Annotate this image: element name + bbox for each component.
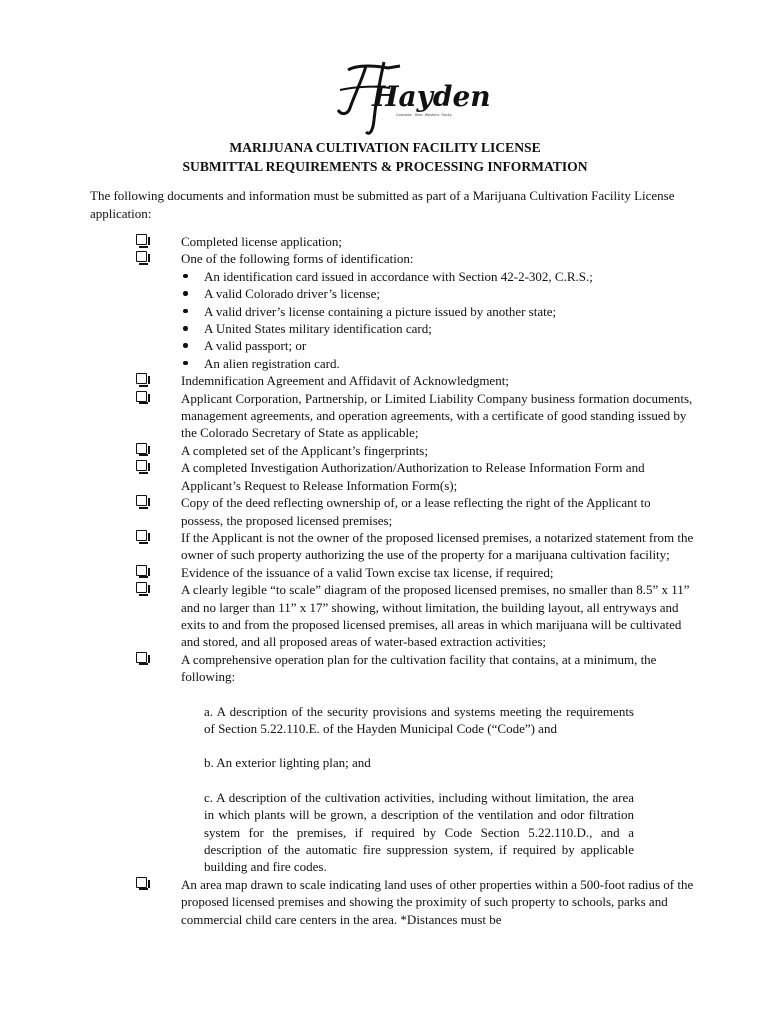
list-item: A comprehensive operation plan for the cultivation facility that contains, at a minimum, the following: a. A description of the security provisions and systems meeting the requirements of Section 5.22.110.E. of the Hayden Municipal Code (“Code”) and b. An exterior lighting plan; and c. A description of the cultivation activities, including without limitation, the area in which plants will be grown, a description of the ventilation and odor filtration system for the premises, if required by Code Section 5.22.110.D., and a description of the automatic fire suppression system, if required by applicable building and fire codes. <box>134 651 694 876</box>
checkbox-icon <box>136 234 147 245</box>
checkbox-icon <box>136 373 147 384</box>
list-item: Completed license application; <box>134 233 694 250</box>
checkbox-icon <box>136 443 147 454</box>
list-item: An area map drawn to scale indicating land uses of other properties within a 500-foot radius of the proposed licensed premises and showing the proximity of such property to schools, parks and commercial child care centers in the area. *Distances must be <box>134 876 694 928</box>
checkbox-icon <box>136 565 147 576</box>
checkbox-icon <box>136 582 147 593</box>
bullet-item: An alien registration card. <box>181 355 694 372</box>
requirements-checklist <box>134 233 694 928</box>
checkbox-icon <box>136 251 147 262</box>
checkbox-icon <box>136 495 147 506</box>
list-item: Copy of the deed reflecting ownership of, or a lease reflecting the right of the Applicant to possess, the proposed licensed premises; <box>134 494 694 529</box>
bullet-item: A valid driver’s license containing a picture issued by another state; <box>181 303 694 320</box>
checkbox-icon <box>136 460 147 471</box>
list-item: A completed set of the Applicant’s fingerprints; <box>134 442 694 459</box>
list-item: A completed Investigation Authorization/Authorization to Release Information Form and Applicant’s Request to Release Information Form(s); <box>134 459 694 494</box>
bullet-item: An identification card issued in accordance with Section 42-2-302, C.R.S.; <box>181 268 694 285</box>
checkbox-icon <box>136 877 147 888</box>
title-line-2: SUBMITTAL REQUIREMENTS & PROCESSING INFORMATION <box>182 159 588 174</box>
bullet-item: A valid Colorado driver’s license; <box>181 285 694 302</box>
intro-paragraph: The following documents and information must be submitted as part of a Marijuana Cultivation Facility License application: <box>90 188 675 221</box>
checkbox-icon <box>136 391 147 402</box>
svg-text:Hayden: Hayden <box>372 80 491 113</box>
bullet-item: A valid passport; or <box>181 337 694 354</box>
id-forms-list <box>181 268 694 372</box>
list-item: Indemnification Agreement and Affidavit of Acknowledgment; <box>134 372 694 389</box>
svg-text:Colorado · Real. Western. Rock: Colorado · Real. Western. Rocky. <box>396 113 453 117</box>
list-item: A clearly legible “to scale” diagram of the proposed licensed premises, no smaller than 8.5” x 11” and no larger than 11” x 17” showing, without limitation, the building layout, all entryways and exits to and from the proposed licensed premises, all areas in which marijuana will be cultivated and stored, and all proposed areas of water-based extraction activities; <box>134 581 694 651</box>
title-line-1: MARIJUANA CULTIVATION FACILITY LICENSE <box>229 140 541 155</box>
list-item: If the Applicant is not the owner of the proposed licensed premises, a notarized statement from the owner of such property authorizing the use of the property for a marijuana cultivation facility; <box>134 529 694 564</box>
list-item: Evidence of the issuance of a valid Town excise tax license, if required; <box>134 564 694 581</box>
list-item: One of the following forms of identification: An identification card issued in accordance with Section 42-2-302, C.R.S.; A valid Colorado driver’s license; A valid driver’s license containing a picture issued by another state; A United States military identification card; A valid passport; or An alien registration card. <box>134 250 694 372</box>
hayden-logo <box>318 60 491 140</box>
operation-plan-item-a: a. A description of the security provisions and systems meeting the requirements of Section 5.22.110.E. of the Hayden Municipal Code (“Code”) and <box>204 703 634 736</box>
operation-plan-item-c: c. A description of the cultivation activities, including without limitation, the area in which plants will be grown, a description of the ventilation and odor filtration system for the premises, if required by Code Section 5.22.110.D., and a description of the automatic fire suppression system, if required by applicable building and fire codes. <box>204 789 634 875</box>
list-item: Applicant Corporation, Partnership, or Limited Liability Company business formation documents, management agreements, and operation agreements, with a certificate of good standing issued by the Colorado Secretary of State as applicable; <box>134 390 694 442</box>
checkbox-icon <box>136 652 147 663</box>
hayden-logo-icon <box>318 60 491 140</box>
checkbox-icon <box>136 530 147 541</box>
bullet-item: A United States military identification card; <box>181 320 694 337</box>
operation-plan-item-b: b. An exterior lighting plan; and <box>204 755 371 771</box>
document-title <box>0 138 770 176</box>
